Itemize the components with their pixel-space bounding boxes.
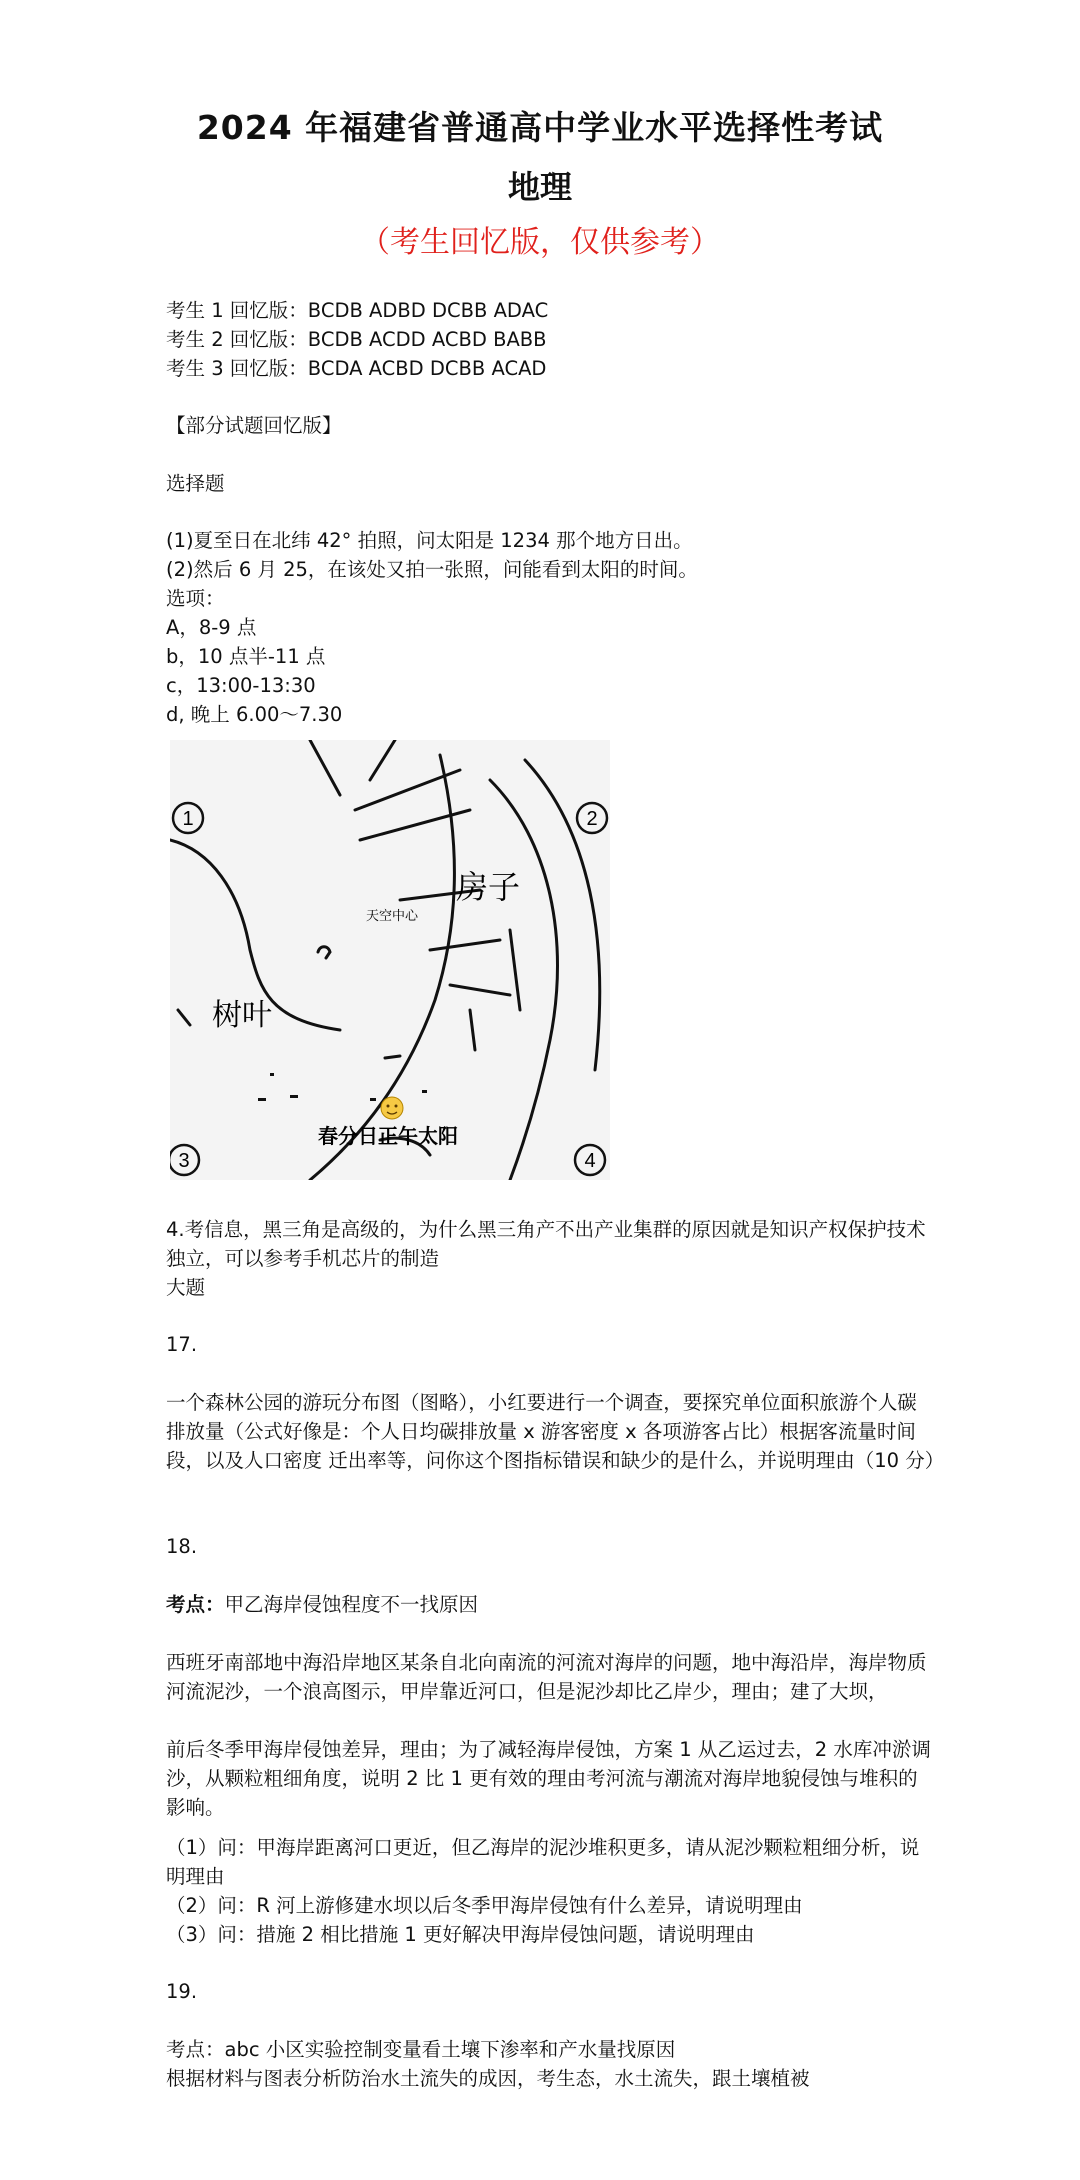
q18-number: 18.: [166, 1535, 198, 1558]
sky-center-label: 天空中心: [365, 909, 419, 924]
answer-line-3: 考生 3 回忆版：BCDA ACBD DCBB ACAD: [166, 357, 547, 380]
house-label: 房子: [455, 868, 521, 906]
answer-line-2: 考生 2 回忆版：BCDB ACDD ACBD BABB: [166, 328, 547, 351]
exam-title: 2024 年福建省普通高中学业水平选择性考试: [196, 108, 884, 147]
q1-option-b: b，10 点半-11 点: [166, 645, 326, 668]
recall-note: （考生回忆版，仅供参考）: [360, 225, 720, 260]
marker-2: 2: [586, 808, 598, 830]
q4-text: 4.考信息，黑三角是高级的，为什么黑三角产不出产业集群的原因就是知识产权保护技术独立，可以参考手机芯片的制造: [166, 1218, 926, 1270]
q17-text: 一个森林公园的游玩分布图（图略），小红要进行一个调查，要探究单位面积旅游个人碳排放量（公式好像是：个人日均碳排放量 x 游客密度 x 各项游客占比）根据客流量时间段，以及人口密度 迁出率等，问你这个图指标错误和缺少的是什么，并说明理由（10 分）: [166, 1391, 945, 1472]
q1-line: (1)夏至日在北纬 42° 拍照，问太阳是 1234 那个地方日出。: [166, 529, 693, 552]
sun-icon: [381, 1097, 403, 1119]
marker-4: 4: [584, 1150, 596, 1172]
q19-kaodian: 考点：abc 小区实验控制变量看土壤下渗率和产水量找原因: [166, 2038, 676, 2061]
q18-para2: 前后冬季甲海岸侵蚀差异，理由；为了减轻海岸侵蚀，方案 1 从乙运过去，2 水库冲淤调沙，从颗粒粗细角度，说明 2 比 1 更有效的理由考河流与潮流对海岸地貌侵蚀与堆积的影响。: [166, 1738, 931, 1819]
q18-sub2: （2）问：R 河上游修建水坝以后冬季甲海岸侵蚀有什么差异，请说明理由: [166, 1894, 803, 1917]
answer-line-1: 考生 1 回忆版：BCDB ADBD DCBB ADAC: [166, 299, 549, 322]
q1-line: 选项：: [166, 587, 225, 610]
q1-option-d: d, 晚上 6.00～7.30: [166, 703, 343, 726]
sun-photo-sketch: [170, 740, 610, 1180]
kaodian-text: 甲乙海岸侵蚀程度不一找原因: [224, 1593, 479, 1616]
q18-sub1: （1）问：甲海岸距离河口更近，但乙海岸的泥沙堆积更多，请从泥沙颗粒粗细分析，说明理由: [166, 1836, 920, 1888]
section-heading: 【部分试题回忆版】: [166, 414, 342, 437]
q18-para1: 西班牙南部地中海沿岸地区某条自北向南流的河流对海岸的问题，地中海沿岸，海岸物质河流泥沙，一个浪高图示，甲岸靠近河口，但是泥沙却比乙岸少，理由；建了大坝，: [166, 1651, 927, 1703]
q18-kaodian: [166, 1590, 936, 1619]
q19-number: 19.: [166, 1980, 198, 2003]
marker-3: 3: [178, 1150, 190, 1172]
equinox-sun-label: 春分日正午太阳: [318, 1124, 458, 1148]
q17-number: 17.: [166, 1333, 198, 1356]
kaodian-label: 考点：: [166, 1593, 225, 1616]
subject-title: 地理: [507, 168, 572, 206]
marker-1: 1: [182, 808, 194, 830]
q1-option-a: A，8-9 点: [166, 616, 257, 639]
choice-heading: 选择题: [166, 472, 225, 495]
q1-option-c: c，13:00-13:30: [166, 674, 316, 697]
big-question-heading: 大题: [166, 1276, 206, 1299]
tree-label: 树叶: [212, 998, 272, 1033]
q19-text: 根据材料与图表分析防治水土流失的成因，考生态，水土流失，跟土壤植被: [166, 2067, 810, 2090]
q18-sub3: （3）问：措施 2 相比措施 1 更好解决甲海岸侵蚀问题，请说明理由: [166, 1923, 755, 1946]
q1-line: (2)然后 6 月 25，在该处又拍一张照，问能看到太阳的时间。: [166, 558, 698, 581]
